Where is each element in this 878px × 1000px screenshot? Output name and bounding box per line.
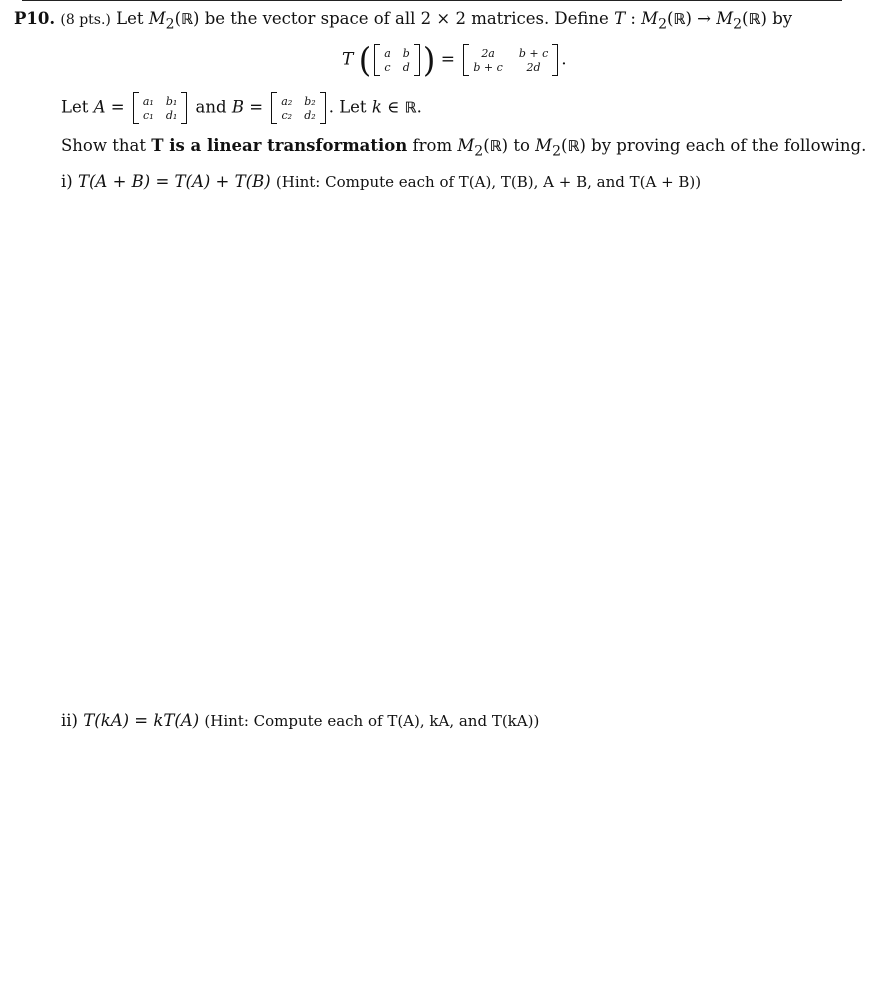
field-symbol: ℝ: [181, 10, 194, 28]
top-rule: [22, 0, 842, 1]
let-k-word: Let: [339, 97, 367, 117]
output-tr: b + c: [518, 46, 549, 60]
element-of-symbol: ∈: [387, 97, 400, 117]
problem-header: P10. (8 pts.) Let $M_2(ℝ)$ be the vector space of all 2 × 2 matrices. Define T : $M_2(ℝ)$ → $M_2(ℝ)$ by: [14, 9, 793, 33]
and-word: and: [195, 97, 227, 117]
k-field: ℝ: [404, 98, 417, 117]
let-word: Let: [61, 97, 89, 117]
input-d: d: [402, 60, 410, 74]
problem-points: (8 pts.): [60, 12, 111, 28]
B-a2: a₂: [281, 94, 293, 108]
arrow-symbol: →: [697, 9, 711, 28]
domain-symbol: M: [641, 9, 659, 28]
def-T: T: [342, 49, 354, 70]
domain-field: ℝ: [673, 10, 686, 28]
map-symbol: T: [614, 9, 626, 28]
from-field: ℝ: [489, 137, 502, 155]
right-paren: ): [422, 40, 436, 80]
part-i-hint: (Hint: Compute each of T(A), T(B), A + B, and T(A + B)): [275, 173, 702, 191]
part-ii-hint: (Hint: Compute each of T(A), kA, and T(kA)): [204, 712, 540, 730]
output-br: 2d: [526, 60, 541, 74]
output-matrix: [463, 44, 558, 76]
input-a: a: [384, 46, 391, 60]
A-a1: a₁: [142, 94, 154, 108]
matrix-A: [133, 92, 187, 124]
A-b1: b₁: [165, 94, 178, 108]
to-space: M: [535, 136, 553, 155]
A-d1: d₁: [165, 108, 178, 122]
part-i-statement: T(A + B) = T(A) + T(B): [77, 172, 271, 191]
matrices-line: Let A = a₁ b₁ c₁ d₁ and B = a₂ b₂ c₂ d₂ . Let k ∈ ℝ.: [61, 92, 422, 124]
domain-subscript: 2: [658, 16, 667, 33]
space-symbol: M: [148, 9, 166, 28]
linear-transformation-emphasis: T is a linear transformation: [151, 136, 408, 155]
part-i-label: i): [61, 172, 73, 191]
input-matrix: [374, 44, 420, 76]
codomain-subscript: 2: [733, 16, 743, 33]
definition-equation: T ( a b c d ) = 2a b + c b + c 2d .: [342, 40, 567, 80]
matrix-B-name: B: [231, 97, 244, 117]
instruction-end: by proving each of the following.: [591, 136, 867, 155]
from-word: from: [412, 136, 453, 155]
output-bl: b + c: [473, 60, 503, 74]
B-c2: c₂: [281, 108, 293, 122]
input-c: c: [384, 60, 391, 74]
matrix-B: [271, 92, 325, 124]
intro-text-1: Let: [116, 9, 144, 28]
to-sub: 2: [552, 143, 561, 160]
instruction-line: Show that T is a linear transformation from $M_2(ℝ)$ to $M_2(ℝ)$ by proving each of the following.: [61, 136, 867, 160]
part-i: [61, 172, 701, 191]
to-word: to: [513, 136, 530, 155]
scalar-k: k: [371, 97, 382, 117]
codomain-symbol: M: [716, 9, 734, 28]
part-ii-statement: T(kA) = kT(A): [83, 711, 200, 730]
part-ii: [61, 711, 539, 730]
A-c1: c₁: [143, 108, 154, 122]
space-subscript: 2: [165, 16, 175, 33]
to-field: ℝ: [567, 137, 580, 155]
intro-by: by: [772, 9, 793, 28]
intro-text-2: be the vector space of all 2 × 2 matrices. Define: [204, 9, 609, 28]
codomain-field: ℝ: [748, 10, 761, 28]
B-d2: d₂: [304, 108, 316, 122]
left-paren: (: [358, 40, 372, 80]
matrix-A-name: A: [93, 97, 106, 117]
output-tl: 2a: [481, 46, 495, 60]
show-that: Show that: [61, 136, 146, 155]
from-space: M: [457, 136, 475, 155]
from-sub: 2: [474, 143, 484, 160]
input-b: b: [402, 46, 410, 60]
B-b2: b₂: [304, 94, 316, 108]
problem-label: P10.: [14, 9, 56, 28]
part-ii-label: ii): [61, 711, 78, 730]
